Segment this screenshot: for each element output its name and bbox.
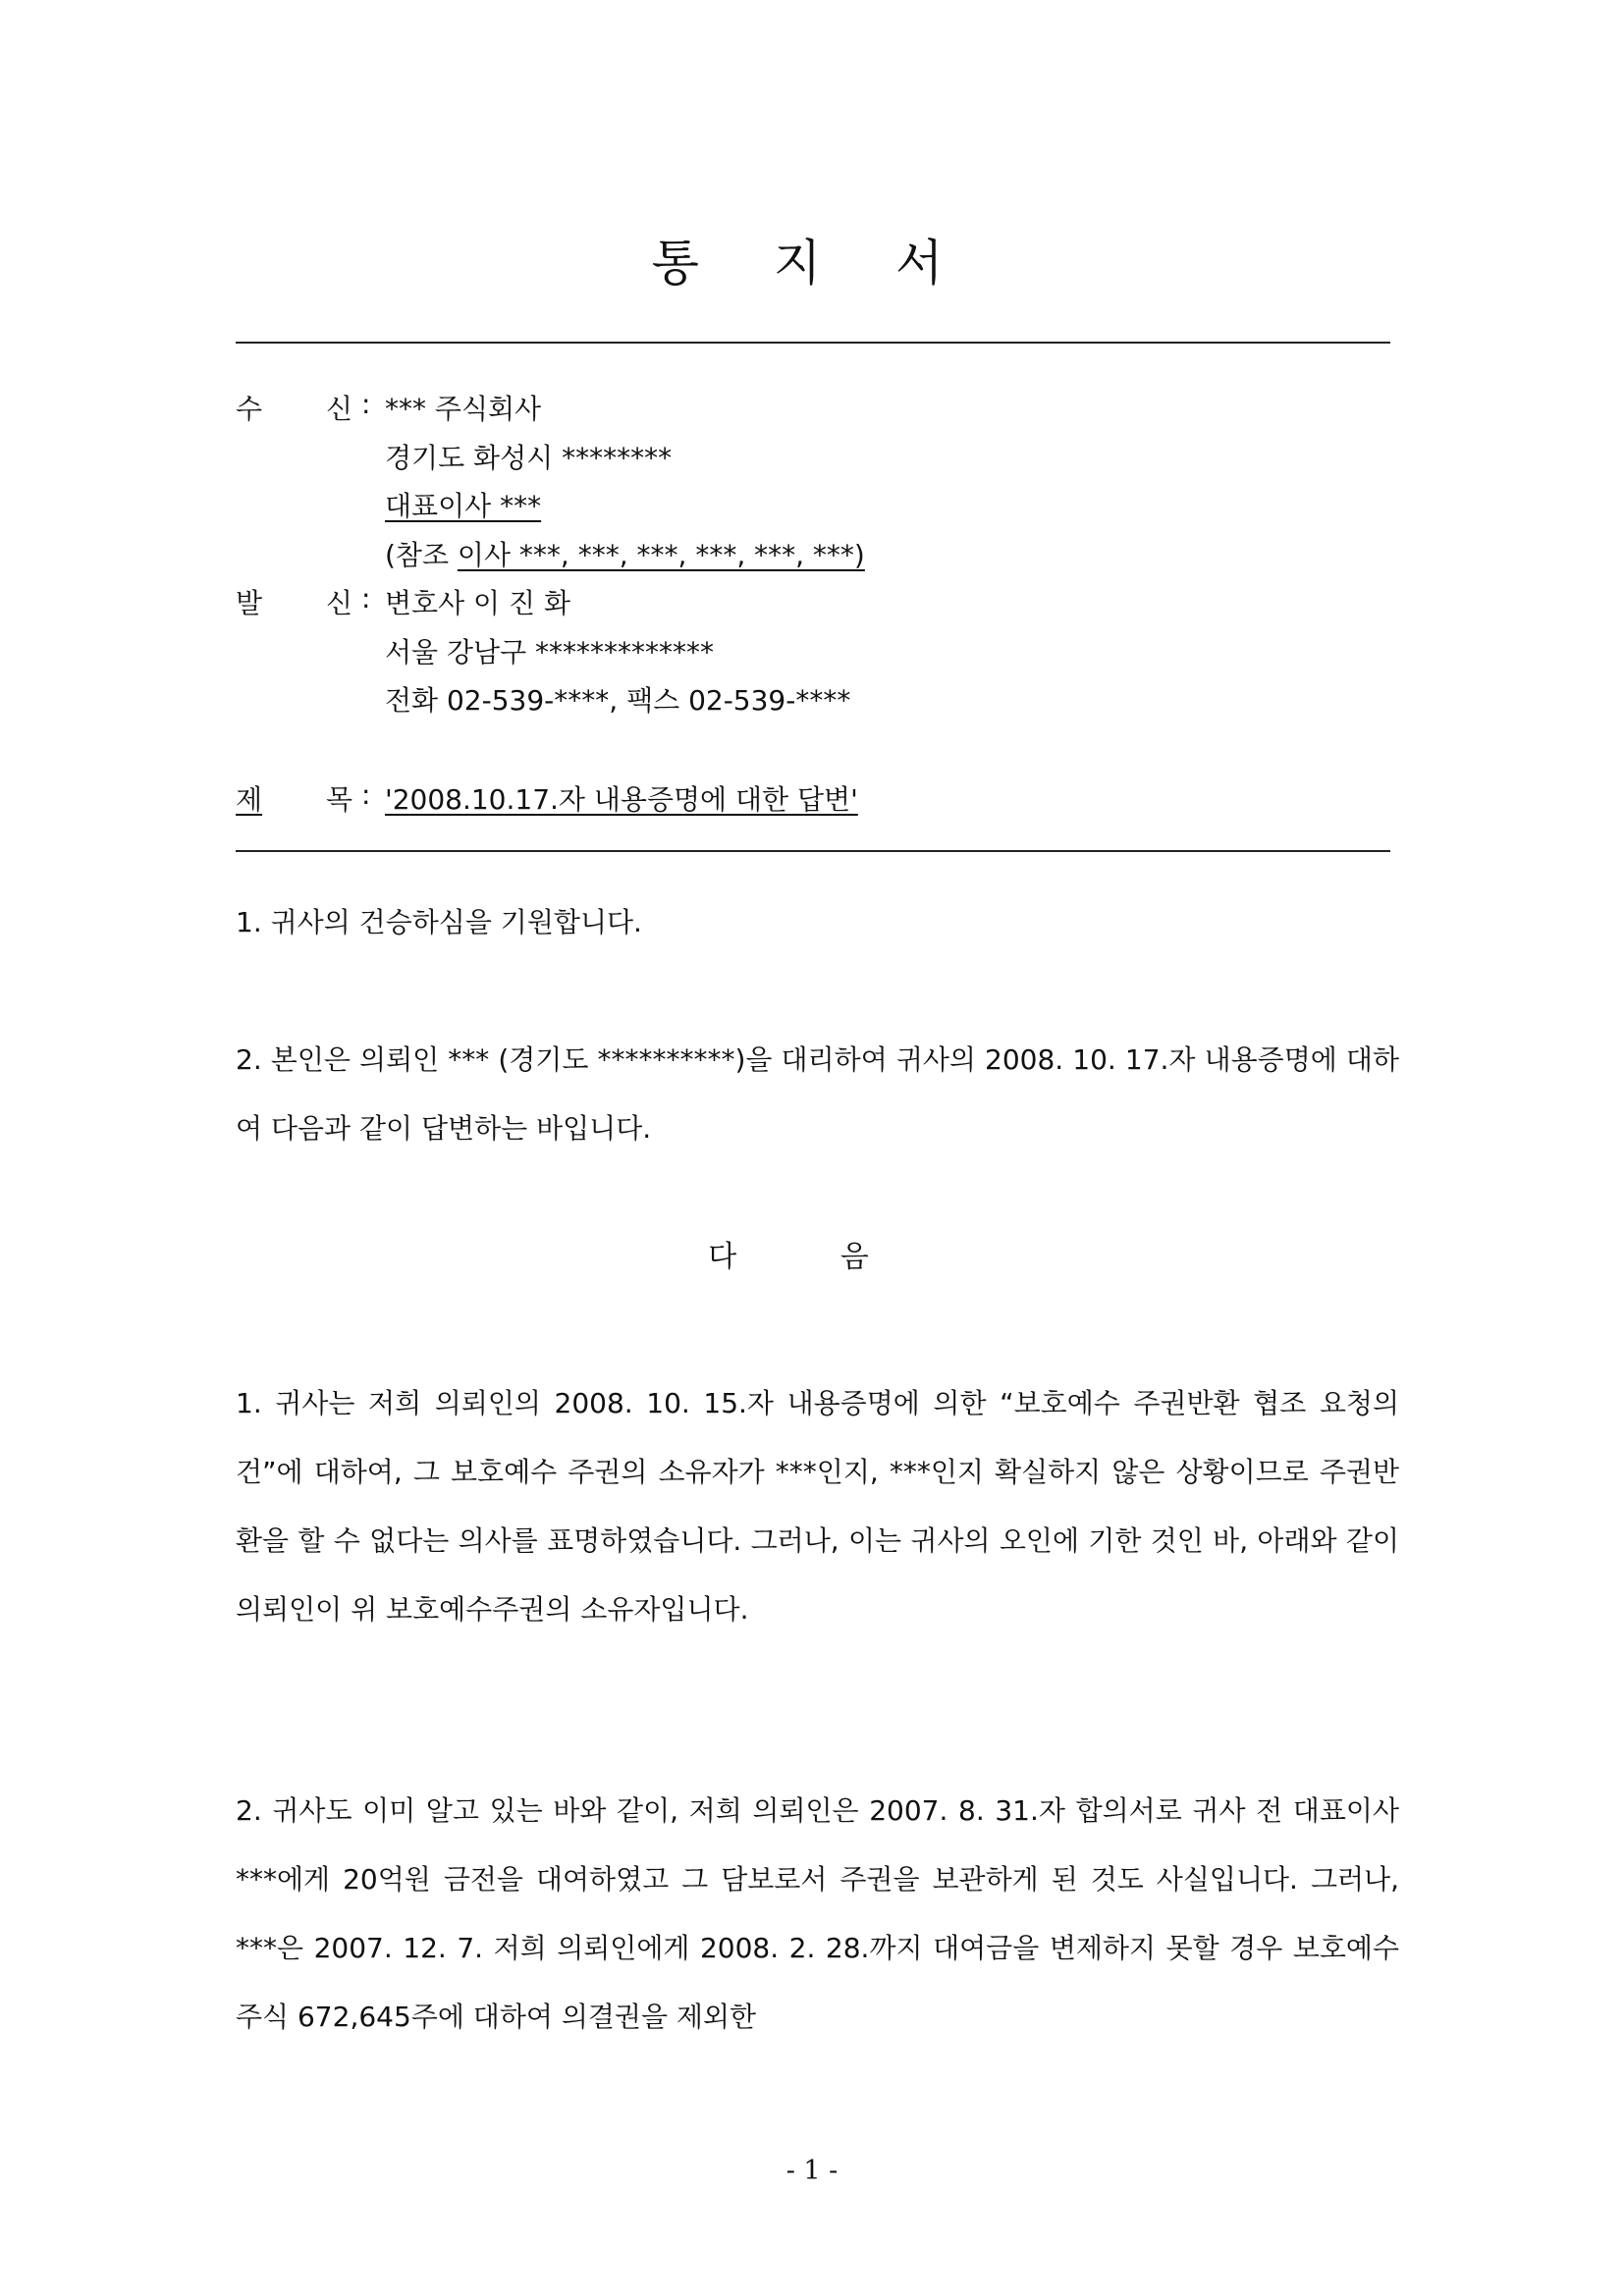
recipient-address: 경기도 화성시 ******** [385,441,673,474]
document-title: 통 지 서 [651,235,973,292]
header-divider-top [236,342,1390,344]
sender-name: 변호사 이 진 화 [385,587,570,619]
sender-contact: 전화 02-539-****, 팩스 02-539-**** [385,684,851,717]
intro-paragraph-2: 2. 본인은 의뢰인 *** (경기도 **********)을 대리하여 귀사의 2008. 10. 17.자 내용증명에 대하여 다음과 같이 답변하는 바입니다. [236,1043,1399,1145]
subject-label-second: 목 [326,783,353,816]
section-heading: 다 음 [708,1240,916,1274]
body-paragraph-1: 1. 귀사는 저희 의뢰인의 2008. 10. 15.자 내용증명에 의한 “보호예수 주권반환 협조 요청의 건”에 대하여, 그 보호예수 주권의 소유자가 ***인지, ***인지 확실하지 않은 상황이므로 주권반환을 할 수 없다는 의사를 표명하였습니다. 그러나, 이는 귀사의 오인에 기한 것인 바, 아래와 같이 의뢰인이 위 보호예수주권의 소유자입니다. [236,1387,1399,1626]
sender-address: 서울 강남구 ************* [385,635,715,668]
body-paragraph-2: 2. 귀사도 이미 알고 있는 바와 같이, 저희 의뢰인은 2007. 8. 31.자 합의서로 귀사 전 대표이사 ***에게 20억원 금전을 대여하였고 그 담보로서 주권을 보관하게 된 것도 사실입니다. 그러나, ***은 2007. 12. 7. 저희 의뢰인에게 2008. 2. 28.까지 대여금을 변제하지 못할 경우 보호예수 주식 672,645주에 대하여 의결권을 제외한 [236,1794,1399,2033]
page-number: - 1 - [785,2156,839,2186]
subject-colon: : [361,778,371,811]
subject-text: '2008.10.17.자 내용증명에 대한 답변' [385,783,858,816]
intro-paragraph-1: 1. 귀사의 건승하심을 기원합니다. [236,906,642,938]
recipient-company: *** 주식회사 [385,393,542,425]
header-divider-bottom [236,850,1390,852]
subject-label-first: 제 [236,783,263,816]
recipient-cc: (참조 이사 ***, ***, ***, ***, ***, ***) [385,538,865,571]
recipient-ceo: 대표이사 *** [385,490,542,522]
